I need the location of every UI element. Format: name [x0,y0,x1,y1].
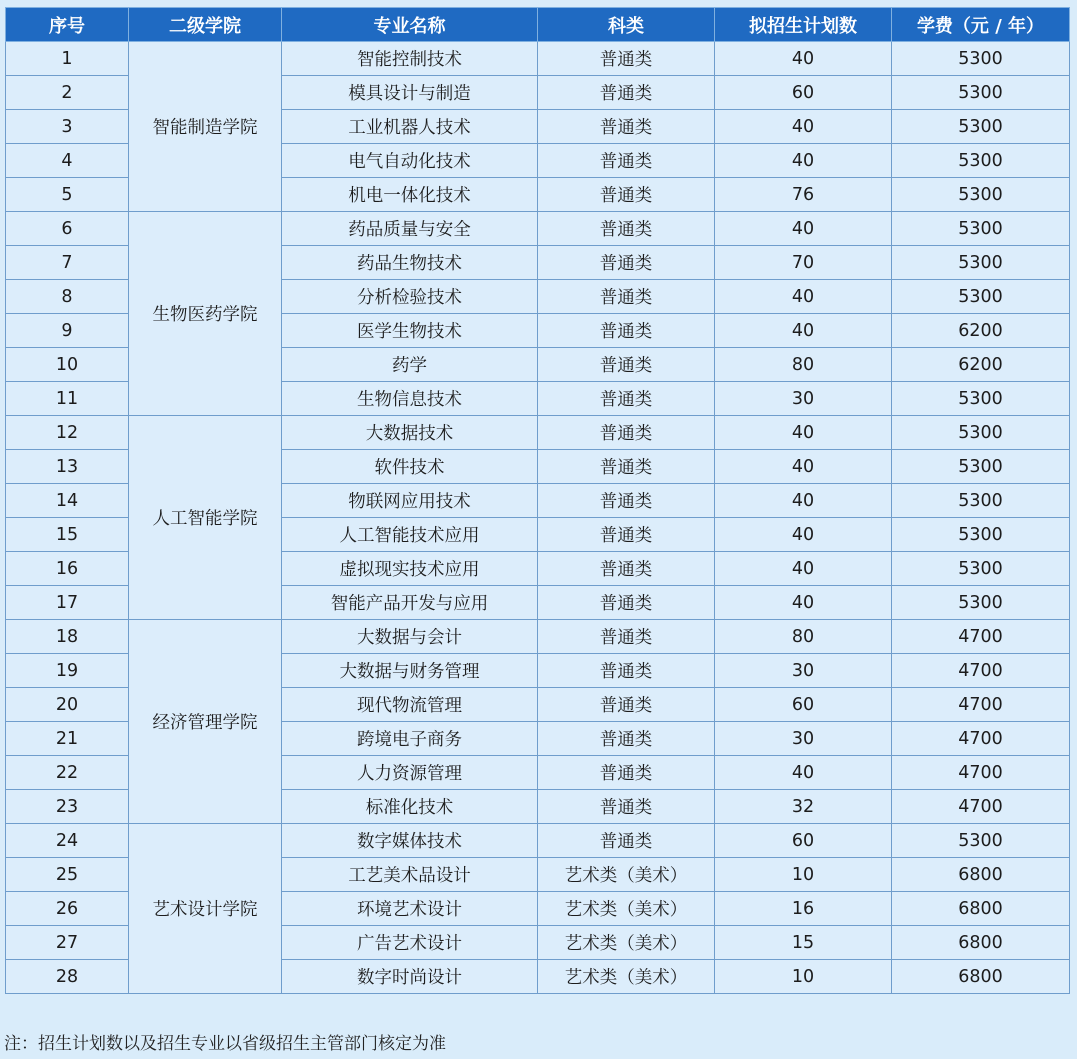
tuition-cell: 5300 [892,246,1070,280]
serial-number-cell: 20 [6,688,129,722]
tuition-cell: 5300 [892,450,1070,484]
serial-number-cell: 19 [6,654,129,688]
category-cell: 艺术类（美术） [538,960,715,994]
major-name-cell: 现代物流管理 [282,688,538,722]
category-cell: 普通类 [538,348,715,382]
college-cell: 智能制造学院 [129,42,282,212]
tuition-cell: 5300 [892,42,1070,76]
category-cell: 普通类 [538,76,715,110]
planned-enrollment-cell: 40 [715,416,892,450]
serial-number-cell: 13 [6,450,129,484]
category-cell: 普通类 [538,382,715,416]
tuition-cell: 4700 [892,722,1070,756]
major-name-cell: 软件技术 [282,450,538,484]
planned-enrollment-cell: 15 [715,926,892,960]
category-cell: 普通类 [538,756,715,790]
planned-enrollment-cell: 80 [715,620,892,654]
planned-enrollment-cell: 40 [715,314,892,348]
enrollment-table-container [5,7,1069,994]
serial-number-cell: 3 [6,110,129,144]
tuition-cell: 6200 [892,348,1070,382]
tuition-cell: 6800 [892,858,1070,892]
serial-number-cell: 17 [6,586,129,620]
tuition-cell: 4700 [892,688,1070,722]
category-cell: 普通类 [538,722,715,756]
major-name-cell: 人力资源管理 [282,756,538,790]
serial-number-cell: 14 [6,484,129,518]
tuition-cell: 6200 [892,314,1070,348]
planned-enrollment-cell: 60 [715,688,892,722]
serial-number-cell: 10 [6,348,129,382]
planned-enrollment-cell: 16 [715,892,892,926]
table-row [6,212,1070,246]
category-cell: 普通类 [538,790,715,824]
table-header [6,8,1070,42]
table-row [6,824,1070,858]
major-name-cell: 跨境电子商务 [282,722,538,756]
header-serial-number: 序号 [6,8,129,42]
serial-number-cell: 4 [6,144,129,178]
tuition-cell: 5300 [892,178,1070,212]
planned-enrollment-cell: 32 [715,790,892,824]
major-name-cell: 大数据技术 [282,416,538,450]
major-name-cell: 生物信息技术 [282,382,538,416]
planned-enrollment-cell: 40 [715,518,892,552]
header-tuition: 学费（元 / 年） [892,8,1070,42]
planned-enrollment-cell: 76 [715,178,892,212]
tuition-cell: 6800 [892,960,1070,994]
planned-enrollment-cell: 30 [715,382,892,416]
category-cell: 普通类 [538,280,715,314]
college-cell: 艺术设计学院 [129,824,282,994]
category-cell: 普通类 [538,654,715,688]
planned-enrollment-cell: 30 [715,654,892,688]
serial-number-cell: 12 [6,416,129,450]
planned-enrollment-cell: 40 [715,212,892,246]
major-name-cell: 医学生物技术 [282,314,538,348]
category-cell: 艺术类（美术） [538,892,715,926]
major-name-cell: 智能控制技术 [282,42,538,76]
category-cell: 普通类 [538,484,715,518]
serial-number-cell: 28 [6,960,129,994]
major-name-cell: 标准化技术 [282,790,538,824]
tuition-cell: 5300 [892,382,1070,416]
tuition-cell: 5300 [892,212,1070,246]
tuition-cell: 4700 [892,620,1070,654]
serial-number-cell: 2 [6,76,129,110]
tuition-cell: 6800 [892,926,1070,960]
tuition-cell: 5300 [892,824,1070,858]
major-name-cell: 分析检验技术 [282,280,538,314]
major-name-cell: 人工智能技术应用 [282,518,538,552]
header-college: 二级学院 [129,8,282,42]
table-row [6,620,1070,654]
serial-number-cell: 1 [6,42,129,76]
serial-number-cell: 24 [6,824,129,858]
major-name-cell: 智能产品开发与应用 [282,586,538,620]
category-cell: 普通类 [538,450,715,484]
planned-enrollment-cell: 40 [715,756,892,790]
planned-enrollment-cell: 40 [715,144,892,178]
tuition-cell: 5300 [892,484,1070,518]
major-name-cell: 机电一体化技术 [282,178,538,212]
header-category: 科类 [538,8,715,42]
tuition-cell: 5300 [892,144,1070,178]
major-name-cell: 药品生物技术 [282,246,538,280]
tuition-cell: 5300 [892,518,1070,552]
planned-enrollment-cell: 60 [715,76,892,110]
college-cell: 经济管理学院 [129,620,282,824]
serial-number-cell: 16 [6,552,129,586]
footnote: 注：招生计划数以及招生专业以省级招生主管部门核定为准 [4,1034,446,1054]
planned-enrollment-cell: 70 [715,246,892,280]
serial-number-cell: 23 [6,790,129,824]
enrollment-plan-table [5,7,1070,994]
major-name-cell: 工艺美术品设计 [282,858,538,892]
serial-number-cell: 6 [6,212,129,246]
college-cell: 人工智能学院 [129,416,282,620]
category-cell: 普通类 [538,246,715,280]
major-name-cell: 数字时尚设计 [282,960,538,994]
major-name-cell: 电气自动化技术 [282,144,538,178]
category-cell: 普通类 [538,688,715,722]
major-name-cell: 大数据与会计 [282,620,538,654]
planned-enrollment-cell: 10 [715,960,892,994]
tuition-cell: 4700 [892,756,1070,790]
serial-number-cell: 15 [6,518,129,552]
header-row [6,8,1070,42]
college-cell: 生物医药学院 [129,212,282,416]
category-cell: 普通类 [538,42,715,76]
category-cell: 普通类 [538,620,715,654]
category-cell: 普通类 [538,518,715,552]
serial-number-cell: 9 [6,314,129,348]
serial-number-cell: 5 [6,178,129,212]
serial-number-cell: 22 [6,756,129,790]
category-cell: 普通类 [538,212,715,246]
tuition-cell: 6800 [892,892,1070,926]
major-name-cell: 模具设计与制造 [282,76,538,110]
header-major-name: 专业名称 [282,8,538,42]
planned-enrollment-cell: 40 [715,552,892,586]
planned-enrollment-cell: 10 [715,858,892,892]
tuition-cell: 5300 [892,552,1070,586]
planned-enrollment-cell: 40 [715,484,892,518]
major-name-cell: 数字媒体技术 [282,824,538,858]
table-body [6,42,1070,994]
serial-number-cell: 27 [6,926,129,960]
major-name-cell: 广告艺术设计 [282,926,538,960]
tuition-cell: 5300 [892,76,1070,110]
major-name-cell: 环境艺术设计 [282,892,538,926]
tuition-cell: 4700 [892,654,1070,688]
serial-number-cell: 11 [6,382,129,416]
category-cell: 普通类 [538,110,715,144]
planned-enrollment-cell: 40 [715,42,892,76]
planned-enrollment-cell: 60 [715,824,892,858]
major-name-cell: 大数据与财务管理 [282,654,538,688]
tuition-cell: 5300 [892,110,1070,144]
category-cell: 艺术类（美术） [538,858,715,892]
category-cell: 普通类 [538,314,715,348]
category-cell: 普通类 [538,552,715,586]
category-cell: 普通类 [538,178,715,212]
category-cell: 普通类 [538,586,715,620]
major-name-cell: 物联网应用技术 [282,484,538,518]
tuition-cell: 5300 [892,280,1070,314]
category-cell: 普通类 [538,824,715,858]
major-name-cell: 虚拟现实技术应用 [282,552,538,586]
category-cell: 艺术类（美术） [538,926,715,960]
serial-number-cell: 7 [6,246,129,280]
serial-number-cell: 8 [6,280,129,314]
serial-number-cell: 18 [6,620,129,654]
major-name-cell: 药学 [282,348,538,382]
serial-number-cell: 21 [6,722,129,756]
tuition-cell: 4700 [892,790,1070,824]
planned-enrollment-cell: 80 [715,348,892,382]
planned-enrollment-cell: 40 [715,586,892,620]
major-name-cell: 工业机器人技术 [282,110,538,144]
major-name-cell: 药品质量与安全 [282,212,538,246]
planned-enrollment-cell: 40 [715,450,892,484]
header-planned-enrollment: 拟招生计划数 [715,8,892,42]
category-cell: 普通类 [538,144,715,178]
tuition-cell: 5300 [892,586,1070,620]
serial-number-cell: 26 [6,892,129,926]
tuition-cell: 5300 [892,416,1070,450]
planned-enrollment-cell: 30 [715,722,892,756]
planned-enrollment-cell: 40 [715,110,892,144]
table-row [6,42,1070,76]
table-row [6,416,1070,450]
serial-number-cell: 25 [6,858,129,892]
planned-enrollment-cell: 40 [715,280,892,314]
category-cell: 普通类 [538,416,715,450]
